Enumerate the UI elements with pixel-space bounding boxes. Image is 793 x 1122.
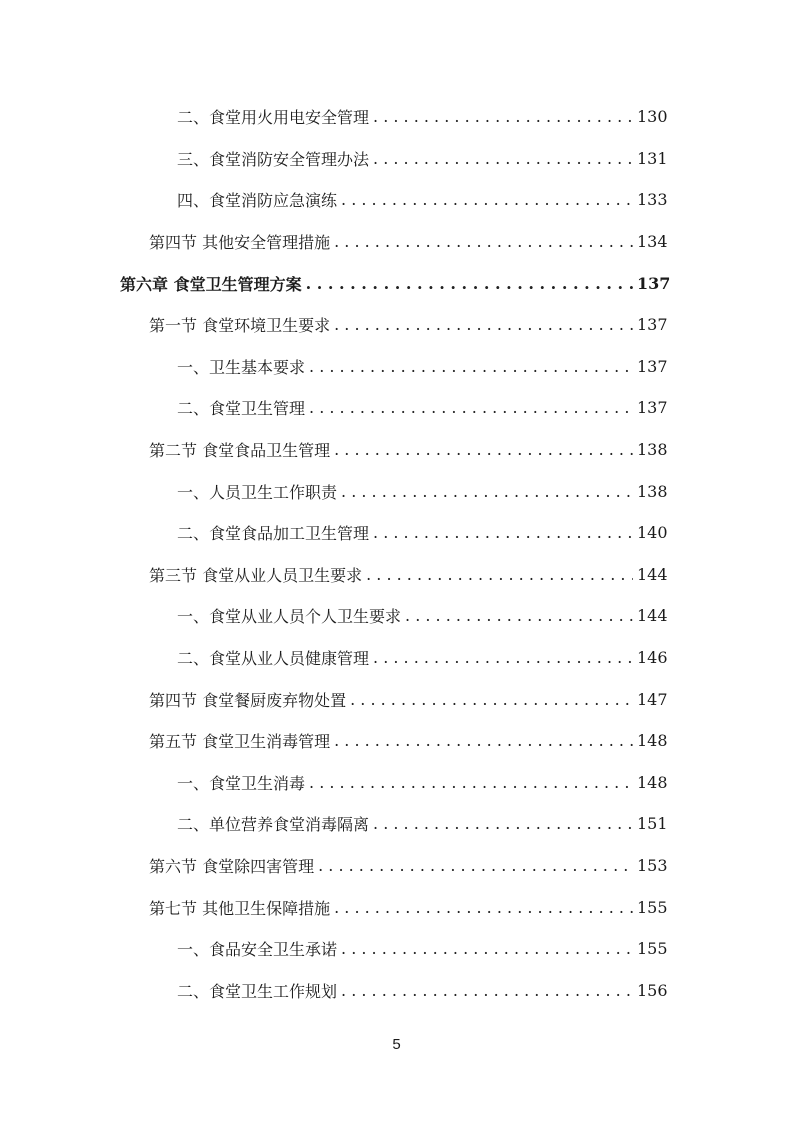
toc-entry-page: 137: [637, 398, 668, 418]
toc-entry-title: 二、食堂从业人员健康管理: [177, 649, 370, 669]
toc-entry-title: 第二节 食堂食品卫生管理: [149, 441, 331, 461]
dot-leader: [405, 606, 633, 625]
toc-entry-page: 148: [637, 731, 668, 751]
toc-entry[interactable]: [0, 886, 793, 928]
toc-entry-page: 144: [637, 606, 668, 626]
toc-entry-page: 147: [637, 689, 668, 709]
toc-entry-page: 130: [637, 107, 668, 127]
toc-entry[interactable]: [0, 969, 793, 1011]
toc-entry-title: 一、卫生基本要求: [177, 357, 306, 377]
dot-leader: [334, 898, 633, 917]
toc-entry[interactable]: [0, 387, 793, 429]
toc-entry[interactable]: [0, 470, 793, 512]
toc-entry-page: 138: [637, 440, 668, 460]
toc-entry-title: 二、食堂卫生工作规划: [177, 981, 338, 1001]
toc-entry-title: 第五节 食堂卫生消毒管理: [149, 732, 331, 752]
dot-leader: [373, 814, 633, 833]
dot-leader: [366, 565, 633, 584]
dot-leader: [373, 523, 633, 542]
toc-entry[interactable]: [0, 678, 793, 720]
toc-entry-title: 二、食堂食品加工卫生管理: [177, 524, 370, 544]
toc-entry[interactable]: [0, 762, 793, 804]
toc-entry-title: 第三节 食堂从业人员卫生要求: [149, 565, 363, 585]
toc-entry[interactable]: [0, 637, 793, 679]
dot-leader: [341, 939, 633, 958]
toc-entry-page: 137: [637, 356, 668, 376]
dot-leader: [373, 107, 633, 126]
toc-entry-page: 144: [637, 564, 668, 584]
toc-entry-page: 155: [637, 897, 668, 917]
toc-entry-page: 146: [637, 648, 668, 668]
toc-entry-title: 第四节 食堂餐厨废弃物处置: [149, 690, 347, 710]
dot-leader: [309, 773, 633, 792]
toc-entry-page: 138: [637, 481, 668, 501]
toc-entry-page: 153: [637, 855, 668, 875]
toc-chapter-entry[interactable]: [0, 262, 793, 304]
dot-leader: [373, 648, 633, 667]
toc-entry-title: 二、食堂用火用电安全管理: [177, 108, 370, 128]
toc-entry-title: 第七节 其他卫生保障措施: [149, 898, 331, 918]
dot-leader: [334, 232, 633, 251]
toc-entry-page: 134: [637, 232, 668, 252]
toc-entry-title: 四、食堂消防应急演练: [177, 191, 338, 211]
toc-entry[interactable]: [0, 96, 793, 138]
dot-leader: [341, 981, 633, 1000]
dot-leader: [309, 357, 633, 376]
dot-leader: [309, 398, 633, 417]
toc-entry-page: 133: [637, 190, 668, 210]
dot-leader: [318, 856, 633, 875]
toc-entry[interactable]: [0, 554, 793, 596]
toc-entry-page: 156: [637, 980, 668, 1000]
dot-leader: [350, 690, 633, 709]
toc-entry[interactable]: [0, 221, 793, 263]
dot-leader: [334, 440, 633, 459]
toc-entry-title: 第一节 食堂环境卫生要求: [149, 316, 331, 336]
toc-entry-title: 一、食堂从业人员个人卫生要求: [177, 607, 402, 627]
toc-entry[interactable]: [0, 429, 793, 471]
dot-leader: [341, 190, 633, 209]
toc-entry[interactable]: [0, 928, 793, 970]
toc-entry[interactable]: [0, 720, 793, 762]
toc-entry-title: 一、食品安全卫生承诺: [177, 940, 338, 960]
toc-entry-page: 137: [637, 315, 668, 335]
toc-entry[interactable]: [0, 595, 793, 637]
toc-entry-title: 二、食堂卫生管理: [177, 399, 306, 419]
dot-leader: [334, 731, 633, 750]
toc-entry[interactable]: [0, 845, 793, 887]
toc-entry-page: 137: [637, 273, 671, 293]
dot-leader: [306, 274, 633, 293]
dot-leader: [373, 149, 633, 168]
page-number: 5: [392, 1036, 401, 1053]
toc-entry-page: 155: [637, 939, 668, 959]
toc-entry-title: 第六节 食堂除四害管理: [149, 856, 315, 876]
toc-entry-page: 131: [637, 148, 668, 168]
toc-entry[interactable]: [0, 179, 793, 221]
toc-entry-title: 二、单位营养食堂消毒隔离: [177, 815, 370, 835]
toc-entry[interactable]: [0, 512, 793, 554]
toc-entry[interactable]: [0, 803, 793, 845]
toc-entry-page: 140: [637, 523, 668, 543]
toc-entry-page: 148: [637, 772, 668, 792]
toc-entry-title: 第四节 其他安全管理措施: [149, 233, 331, 253]
toc-entry[interactable]: [0, 346, 793, 388]
toc-entry-title: 三、食堂消防安全管理办法: [177, 149, 370, 169]
toc-entry-page: 151: [637, 814, 668, 834]
toc-entry-title: 第六章 食堂卫生管理方案: [120, 274, 302, 294]
dot-leader: [334, 315, 633, 334]
dot-leader: [341, 482, 633, 501]
toc-entry-title: 一、人员卫生工作职责: [177, 482, 338, 502]
toc-entry[interactable]: [0, 304, 793, 346]
toc-entry-title: 一、食堂卫生消毒: [177, 773, 306, 793]
table-of-contents: [0, 96, 793, 1011]
toc-entry[interactable]: [0, 138, 793, 180]
